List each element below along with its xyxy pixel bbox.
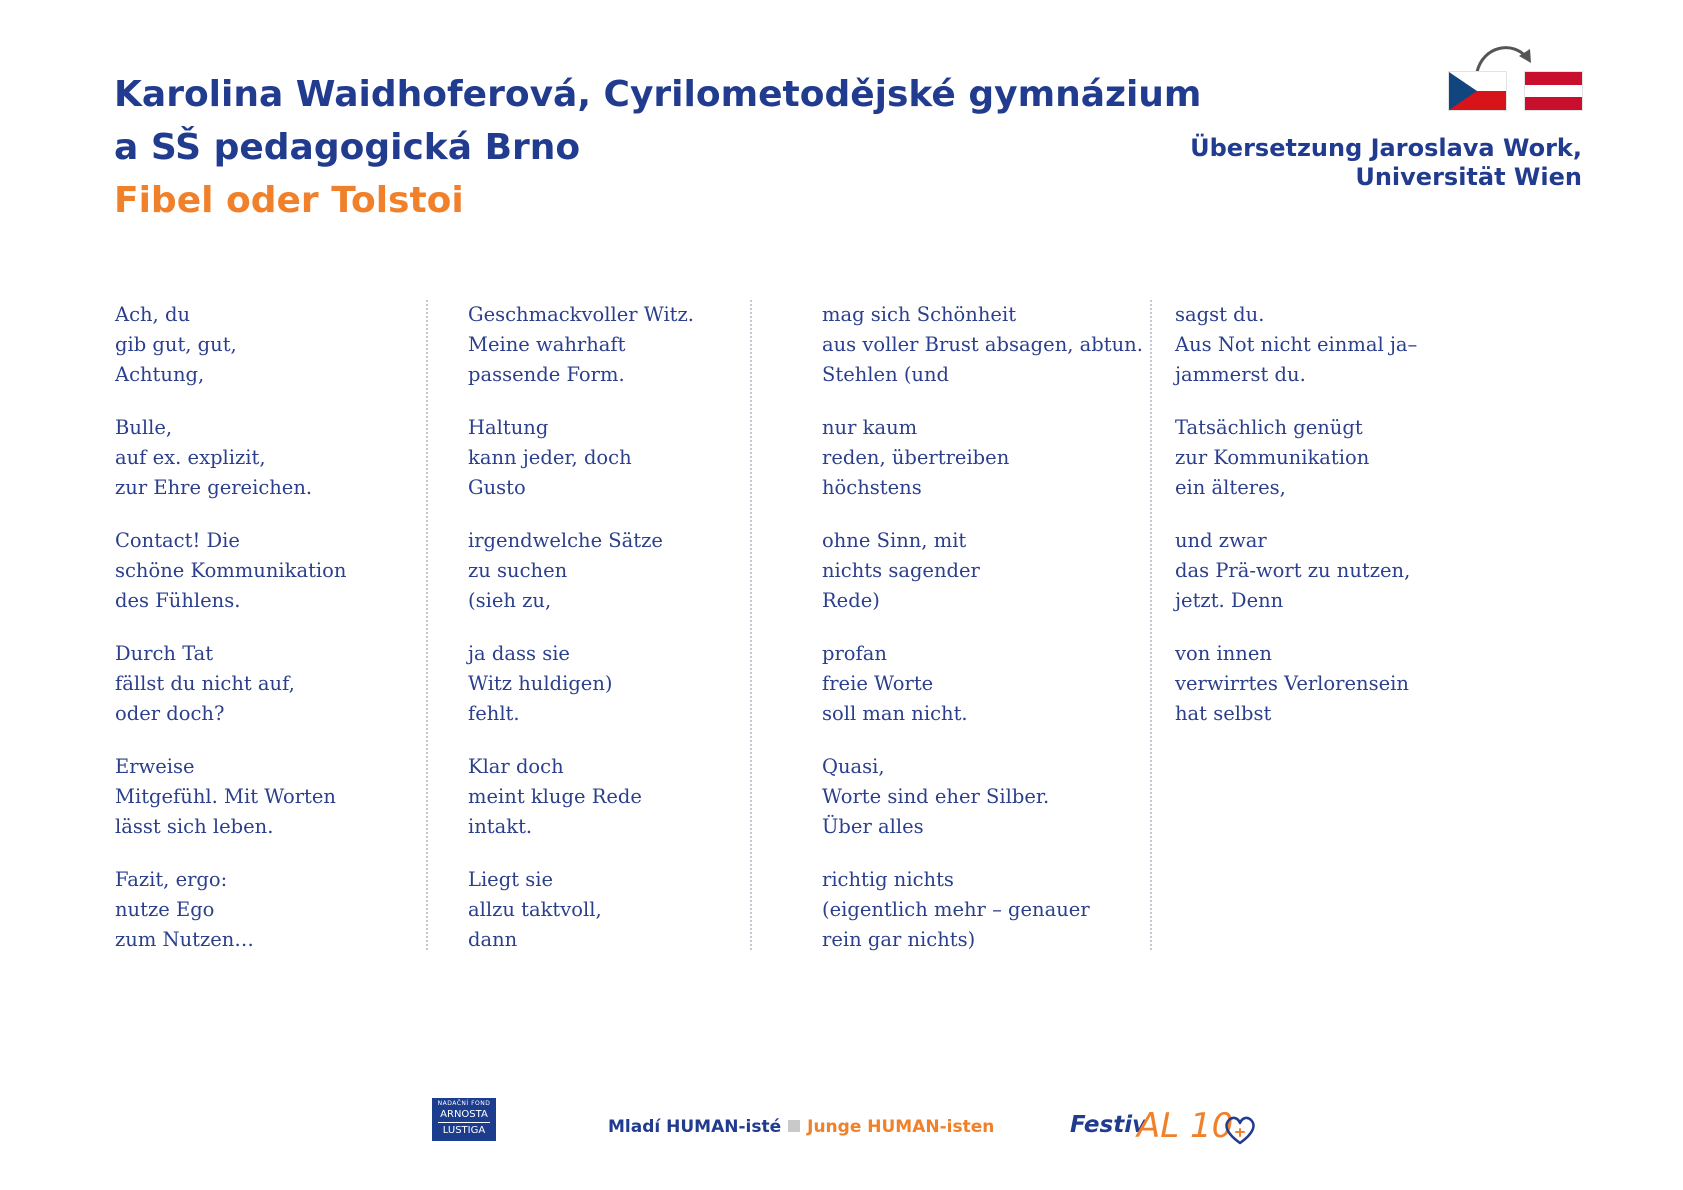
foundation-logo-line-3: LUSTIGA xyxy=(442,1125,486,1136)
poem-verse: Mitgefühl. Mit Worten xyxy=(115,785,336,808)
poem-verse: von innen xyxy=(1175,642,1272,665)
poem-verse: Liegt sie xyxy=(468,868,554,891)
poem-verse: Klar doch xyxy=(468,755,564,778)
poem-verse: Meine wahrhaft xyxy=(468,333,626,356)
poem-stanza xyxy=(468,752,748,842)
czech-flag-icon xyxy=(1449,72,1506,110)
poem-verse: auf ex. explizit, xyxy=(115,446,266,469)
poem-verse: Achtung, xyxy=(115,363,205,386)
motto-czech: Mladí HUMAN-isté xyxy=(608,1117,782,1137)
poem-verse: Durch Tat xyxy=(115,642,214,665)
poem-verse: gib gut, gut, xyxy=(115,333,237,356)
poem-verse: das Prä-wort zu nutzen, xyxy=(1175,559,1411,582)
poem-verse: Tatsächlich genügt xyxy=(1175,416,1363,439)
poem-verse: (eigentlich mehr – genauer xyxy=(822,898,1090,921)
poem-verse: ja dass sie xyxy=(468,642,570,665)
poem-verse: meint kluge Rede xyxy=(468,785,642,808)
poem-verse: Quasi, xyxy=(822,755,885,778)
translator-line-2: Universität Wien xyxy=(1355,163,1582,191)
poem-column-4 xyxy=(1175,300,1495,752)
poem-verse: verwirrtes Verlorensein xyxy=(1175,672,1409,695)
poem-verse: richtig nichts xyxy=(822,868,954,891)
column-divider xyxy=(426,300,428,950)
poem-verse: Geschmackvoller Witz. xyxy=(468,303,694,326)
poem-stanza xyxy=(115,526,405,616)
column-divider xyxy=(750,300,752,950)
poem-verse: lässt sich leben. xyxy=(115,815,274,838)
poem-stanza xyxy=(822,526,1147,616)
poem-stanza xyxy=(115,752,405,842)
poem-verse: irgendwelche Sätze xyxy=(468,529,663,552)
author-school-line-2: a SŠ pedagogická Brno xyxy=(114,127,581,168)
poem-verse: und zwar xyxy=(1175,529,1267,552)
poem-stanza xyxy=(468,526,748,616)
poem-stanza xyxy=(115,639,405,729)
poem-verse: jammerst du. xyxy=(1175,363,1306,386)
poem-verse: kann jeder, doch xyxy=(468,446,632,469)
poem-stanza xyxy=(1175,300,1495,390)
poem-stanza xyxy=(115,413,405,503)
poem-verse: Rede) xyxy=(822,589,880,612)
festival-logo-part-3: 10 xyxy=(1190,1106,1234,1146)
poem-verse: mag sich Schönheit xyxy=(822,303,1017,326)
festival-logo-part-2: AL xyxy=(1137,1106,1180,1146)
author-school-line-1: Karolina Waidhoferová, Cyrilometodějské gymnázium xyxy=(114,74,1202,115)
poem-verse: passende Form. xyxy=(468,363,625,386)
poem-verse: jetzt. Denn xyxy=(1175,589,1284,612)
poem-verse: Worte sind eher Silber. xyxy=(822,785,1050,808)
poem-stanza xyxy=(468,300,748,390)
poem-verse: freie Worte xyxy=(822,672,934,695)
poem-verse: intakt. xyxy=(468,815,533,838)
motto-separator xyxy=(788,1120,800,1132)
poem-verse: Witz huldigen) xyxy=(468,672,613,695)
heart-icon xyxy=(1222,1114,1258,1146)
poem-stanza xyxy=(468,413,748,503)
poem-verse: höchstens xyxy=(822,476,922,499)
festival-logo-part-1: Festiv xyxy=(1070,1112,1148,1138)
poem-stanza xyxy=(822,639,1147,729)
poem-verse: zum Nutzen… xyxy=(115,928,254,951)
motto-german: Junge HUMAN-isten xyxy=(807,1117,995,1137)
poem-verse: zu suchen xyxy=(468,559,568,582)
poem-column-1 xyxy=(115,300,405,978)
foundation-logo-line-2: ARNOSTA xyxy=(440,1109,488,1120)
poem-stanza xyxy=(468,865,748,955)
poem-verse: nichts sagender xyxy=(822,559,980,582)
poem-verse: oder doch? xyxy=(115,702,225,725)
poem-verse: Ach, du xyxy=(115,303,191,326)
poem-verse: rein gar nichts) xyxy=(822,928,976,951)
foundation-logo xyxy=(432,1098,496,1141)
poem-verse: dann xyxy=(468,928,518,951)
poem-verse: Erweise xyxy=(115,755,195,778)
foundation-logo-line-1: NADAČNÍ FOND xyxy=(437,1100,491,1107)
poem-verse: ohne Sinn, mit xyxy=(822,529,967,552)
poem-title: Fibel oder Tolstoi xyxy=(114,180,464,221)
poem-verse: nutze Ego xyxy=(115,898,215,921)
poem-verse: Fazit, ergo: xyxy=(115,868,228,891)
poem-stanza xyxy=(822,752,1147,842)
poem-verse: (sieh zu, xyxy=(468,589,552,612)
translation-direction-graphic xyxy=(1449,42,1584,112)
poem-verse: nur kaum xyxy=(822,416,918,439)
poem-verse: Haltung xyxy=(468,416,549,439)
poem-stanza xyxy=(822,865,1147,955)
poem-verse: hat selbst xyxy=(1175,702,1272,725)
poem-stanza xyxy=(1175,526,1495,616)
poem-verse: Bulle, xyxy=(115,416,173,439)
poem-verse: ein älteres, xyxy=(1175,476,1286,499)
poem-stanza xyxy=(1175,639,1495,729)
translator-credit xyxy=(1190,134,1582,192)
poem-stanza xyxy=(468,639,748,729)
poem-verse: reden, übertreiben xyxy=(822,446,1010,469)
poem-verse: Contact! Die xyxy=(115,529,240,552)
poem-stanza xyxy=(115,865,405,955)
poem-stanza xyxy=(115,300,405,390)
poem-stanza xyxy=(1175,413,1495,503)
translator-line-1: Übersetzung Jaroslava Work, xyxy=(1190,134,1582,162)
poem-stanza xyxy=(822,300,1147,390)
poem-verse: Stehlen (und xyxy=(822,363,950,386)
page-title xyxy=(114,68,1201,227)
poem-verse: allzu taktvoll, xyxy=(468,898,602,921)
poem-verse: aus voller Brust absagen, abtun. xyxy=(822,333,1143,356)
column-divider xyxy=(1150,300,1152,950)
poem-column-2 xyxy=(468,300,748,978)
austrian-flag-icon xyxy=(1525,72,1582,110)
poem-verse: fehlt. xyxy=(468,702,520,725)
foundation-logo-rule xyxy=(438,1122,490,1123)
poem-verse: Über alles xyxy=(822,815,924,838)
project-motto xyxy=(608,1116,994,1138)
poem-verse: sagst du. xyxy=(1175,303,1265,326)
poem-verse: zur Kommunikation xyxy=(1175,446,1370,469)
curved-arrow-icon xyxy=(1473,42,1537,74)
poem-verse: zur Ehre gereichen. xyxy=(115,476,313,499)
poem-verse: soll man nicht. xyxy=(822,702,968,725)
poem-verse: des Fühlens. xyxy=(115,589,241,612)
poem-verse: fällst du nicht auf, xyxy=(115,672,295,695)
poem-stanza xyxy=(822,413,1147,503)
poem-verse: schöne Kommunikation xyxy=(115,559,347,582)
poem-column-3 xyxy=(822,300,1147,978)
poem-verse: Aus Not nicht einmal ja– xyxy=(1175,333,1418,356)
festival-logo xyxy=(1070,1104,1270,1154)
poem-verse: profan xyxy=(822,642,887,665)
poem-verse: Gusto xyxy=(468,476,526,499)
